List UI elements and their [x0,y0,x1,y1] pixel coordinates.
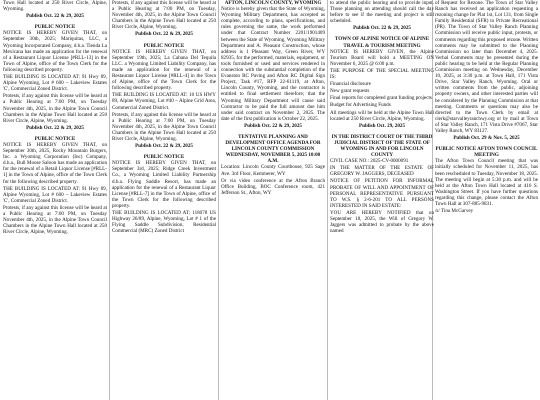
notice-paragraph: to attend the public hearing and to provide input. Those planning on attending should call the day before to see if the meeting and project is still scheduled. [330,0,434,25]
notice-paragraph: NOTICE IS HEREBY GIVEN, the Alpine Tourism Board will hold a MEETING ON November 6, 2025 @ 6:00 p.m. [330,48,434,67]
notice-heading: PUBLIC NOTICE [34,135,76,142]
notice-heading: TENTATIVE PLANNING AND DEVELOPMENT OFFICE AGENDA FOR LINCOLN COUNTY COMMISSION WEDNESDAY, NOVEMBER 5, 2025 10:00 A.M. [225,133,321,165]
notice-paragraph: NOTICE IS HEREBY GIVEN THAT, on September 30th, 2025; Mariquitas, LLC, a Wyoming Incorporated Company, d.b.a. Tienda La Mexicana has made an application for the renewal of a Restaurant Liquor License [#RLL-13] in the Town of Alpine, office of the Town Clerk for the following described property. [3,30,107,73]
notice-paragraph: Protests, if any against this license will be heard at a Public Hearing at 7:00 PM, on Tuesday November 4th, 2025, in the Alpine Town Council Chambers in the Alpine Town Hall located at 250 River Circle, Alpine, Wyoming. [3,93,107,124]
publish-date: Publish Oct. 22 & 29, 2025 [26,13,84,20]
notice-paragraph: The Afton Town Council meeting that was initially scheduled for November 11, 2025, has been rescheduled to Tuesday, November 18, 2025. The meeting will begin at 5:30 p.m. and will be held at the Afton Town Hall located at 416 S. Washington Street. If you have further questions regarding this change, please contact the Afton Town Hall at 307-885-9831. [435,158,538,207]
column-divider [218,0,219,400]
notice-heading: AFTON, LINCOLN COUNTY, WYOMING [224,0,322,6]
notice-paragraph: of Request for Rezone. The Town of Star Valley Ranch has received an application requesting a rezoning change for Plat 1st, Lot 131, from Single Family Residential (SFR) to Private Recreational (PR). The Town of Star Valley Ranch Planning Commission will receive public input, protests, or comments regarding this proposed rezone. Written comments may be submitted to the Planning Commission no later than December 4, 2025. Verbal Comments may be presented during the public hearing to be held at the Regular Planning Commission meeting on Wednesday, December 10, 2025, at 3:30 p.m. at Town Hall, 171 Vista Drive, Star Valley Ranch, Wyoming. Oral or written comments from the public, adjoining property owners, and other interested parties will be considered by the Planning Commission at that meeting. Comments or questions may also be directed to the Town Clerk by email at clerk@starvalleyranchwy.org or by mail at Town of Star Valley Ranch, 171 Vista Drive #7067, Star Valley Ranch, WY 83127. [435,0,538,134]
column-divider [109,0,110,400]
notice-heading: PUBLIC NOTICE [143,154,185,161]
notice-paragraph: Or via video conference at the Afton Branch Office Building, BOC Conference room, 421 Jefferson St., Afton, WY [221,177,325,196]
notice-paragraph: THE BUILDING IS LOCATED AT: 118078 US Highway 26/89, Alpine, Wyoming, Lot # 1 of the Flying Saddle Subdivision, Residential Commercial (MRC) Zoned District [112,210,216,235]
publish-date: Publish Oct. 29, 2025 [359,122,405,129]
notice-paragraph: THE PURPOSE OF THE SPECIAL MEETING IS: [330,67,434,81]
publish-date: Publish Oct. 22 & 29, 2025 [244,122,302,129]
notice-heading: PUBLIC NOTICE [34,24,76,31]
notice-paragraph: Location: Lincoln County Courthouse, 925 Sage Ave. 3rd Floor, Kemmerer, WY [221,164,325,177]
notice-paragraph: Budget for Advertising Funds [330,102,391,109]
notice-paragraph: NOTICE IS HEREBY GIVEN THAT, on September 3rd, 2025; Ridge Creek Investment Co., a Wyoming Limited Liability Partnership d.b.a. Flying Saddle Resort, has made an application for the renewal of a Restaurant Liquor License [#RLL-7] in the Town of Alpine, office of the Town Clerk for the following described property. [112,160,216,209]
notice-paragraph: Town Hall located at 250 River Circle, Alpine, Wyoming. [3,0,107,13]
notice-paragraph: Protests, if any against this license will be heard at a Public Hearing at 7:00 PM, on Tuesday, November 4th, 2025, in the Alpine Town Council Chambers in the Alpine Town Hall located at 250 River Circle, Alpine, Wyoming. [112,0,216,31]
notice-paragraph: NOTICE OF PETITION FOR INFORMAL PROBATE OF WILL AND APPOINTMENT OF PERSONAL REPRESENTATIVE PURSUANT TO W.S. § 2-6-201 TO ALL PERSONS INTERESTED IN SAID ESTATE: [330,178,434,209]
notice-heading: PUBLIC NOTICE AFTON TOWN COUNCIL MEETING [435,146,538,159]
notice-paragraph: New grant requests [330,88,370,95]
notice-paragraph: All meetings will be held at the Alpine Town Hall located at 250 River Circle, Alpine, Wyoming. [330,109,434,122]
publish-date: Publish Oct. 22 & 29, 2025 [353,25,411,32]
notice-paragraph: YOU ARE HEREBY NOTIFIED that on September 18, 2025, the Will of Gregory W. Jaggers was admitted to probate by the above named [330,209,434,235]
notice-paragraph: IN THE MATTER OF THE ESTATE OF GREGORY W. JAGGERS, DECEASED [330,165,434,178]
publish-date: Publish Oct. 22 & 29, 2025 [26,124,84,131]
notice-paragraph: Financial disclosure [330,81,371,88]
notice-heading: TOWN OF ALPINE NOTICE OF ALPINE TRAVEL & TOURISM MEETING [334,36,430,49]
notice-paragraph: Notice is hereby given that the State of Wyoming, Wyoming Military Department, has accepted as complete, according to plans, specifications, and rules governing the same, the work performed under that Contract Number 2201/1901409 between the State of Wyoming, Wyoming Military Department and A. Pleasant Construction, whose address is 1 Pleasant Way, Green River, WY 82935, for the performed, materials, equipment, or tools furnished or used and services rendered in connection with the substantial completion of the Evanston RC Paving and Afton RC Digital Sign Project, Task #17, RFP 22-61119, at Afton, Lincoln County, Wyoming, and the contractor is entitled to final settlement therefore; that the Wyoming Military Department will cause said Contractor to be paid the full amount due him under said contract on November 2, 2025. The date of the first publication is October 22, 2025. [221,6,325,122]
column-divider [327,0,328,400]
notice-heading: PUBLIC NOTICE [143,42,185,49]
notice-paragraph: NOTICE IS HEREBY GIVEN THAT, on September 30th, 2025, Rocky Mountain Burgers, Inc. a Wyoming Corporation (Inc) Company, d.b.a., Bull Moose Saloon has made an application for the renewal of a Retail Liquor License [#RLL-1] in the Town of Alpine, office of the Town Clerk for the following described property. [3,141,107,185]
notice-column-1 [3,0,107,400]
notice-paragraph: Protests, if any against this license will be heard at a Public Hearing at 7:00 PM, on Tuesday November 4th, 2025, in the Alpine Town Council Chambers in the Alpine Town Hall located at 250 River Circle, Alpine, Wyoming. [3,204,107,236]
publish-date: Publish Oct. 22 & 29, 2025 [135,143,193,150]
notice-column-2 [112,0,216,400]
notice-paragraph: Protests, if any against this license will be heard at a Public Hearing at 7:00 PM, on Tuesday November 4th, 2025, in the Alpine Town Council Chambers in the Alpine Town Hall located at 250 River Circle, Alpine, Wyoming. [112,111,216,142]
notice-column-5 [435,0,538,400]
notice-column-3 [221,0,325,400]
publish-date: Publish Oct. 29 & Nov. 5, 2025 [453,135,520,142]
notice-paragraph: THE BUILDING IS LOCATED AT: 91 Hwy 89, Alpine Wyoming, Lot # 600 – Lakeview Estates 'C', Commercial Zoned District. [3,74,107,93]
notice-paragraph: THE BUILDING IS LOCATED AT: 10 US HWY 89, Alpine Wyoming, Lot #40 – Alpine Grid Area, Commercial Zoned District. [112,92,216,111]
notice-heading: IN THE DISTRICT COURT OF THE THIRD JUDICIAL DISTRICT OF THE STATE OF WYOMING IN AND FOR LINCOLN COUNTY [331,133,433,159]
notice-column-4 [330,0,434,400]
publish-date: Publish Oct. 22 & 29, 2025 [135,31,193,38]
notice-paragraph: NOTICE IS HEREBY GIVEN THAT, on September 19th, 2025; La Cabana Del Tequila LLC. a Wyoming Limited Liability Company, has made an application for the renewal of a Restaurant Liquor License [#RLL-4] in the Town of Alpine, office of the Town Clerk for the following described property. [112,48,216,92]
notice-paragraph: Final reports for completed grant funding projects [330,95,432,102]
notice-paragraph: CIVIL CASE NO.: 2025-CV-0000091 [330,158,409,165]
notice-paragraph: THE BUILDING IS LOCATED AT: 91 Hwy 89, Alpine Wyoming, Lot # 600 – Lakeview Estates 'C', Commercial Zoned District. [3,185,107,204]
notice-paragraph: /s/ Tina McGarvey [435,208,474,215]
